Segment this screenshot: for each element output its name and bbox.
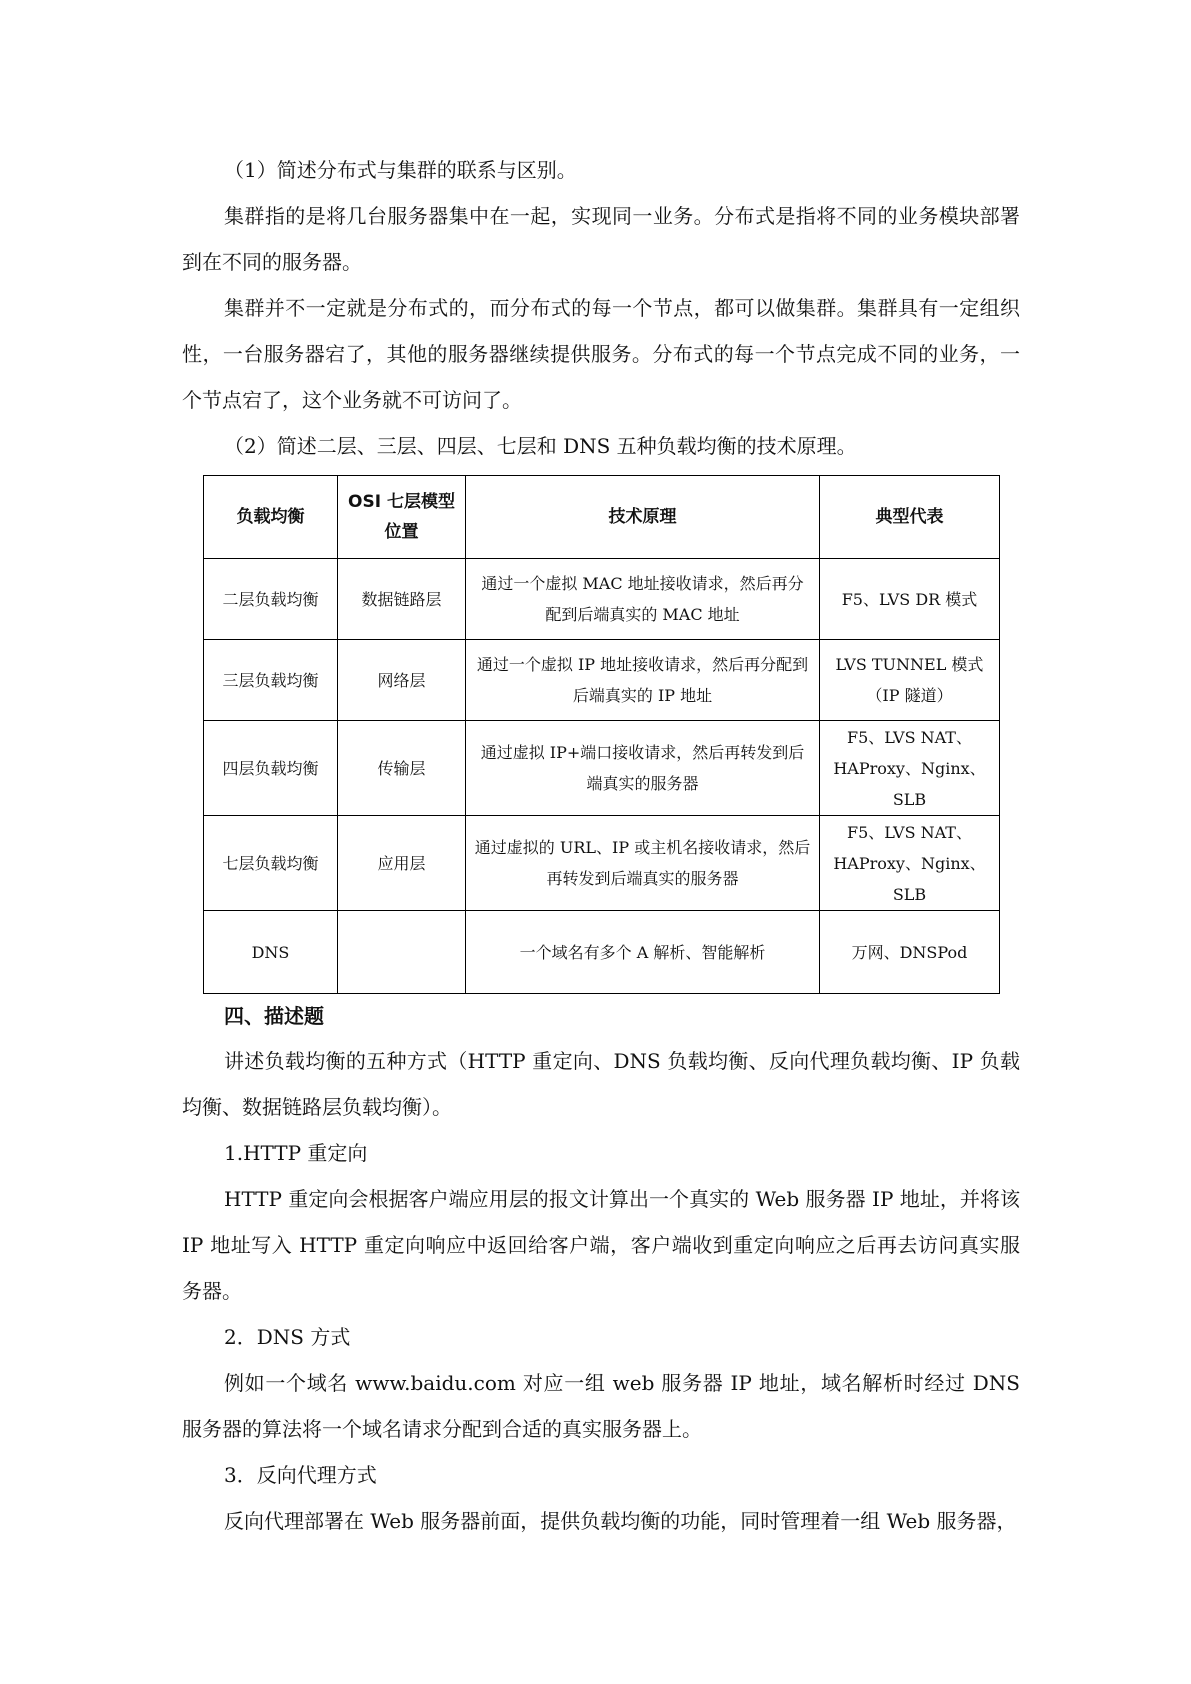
subheading-reverse-proxy: 3．反向代理方式 xyxy=(224,1463,377,1487)
table-row xyxy=(204,640,1000,721)
cell-principle: 一个域名有多个 A 解析、智能解析 xyxy=(466,911,820,994)
paragraph-http-redirect: HTTP 重定向会根据客户端应用层的报文计算出一个真实的 Web 服务器 IP 地址，并将该 IP 地址写入 HTTP 重定向响应中返回给客户端，客户端收到重定向响应之后再去访问真实服务器。 xyxy=(182,1187,1020,1303)
cell-type: 二层负载均衡 xyxy=(204,559,338,640)
cell-representative: 万网、DNSPod xyxy=(820,911,1000,994)
cell-layer xyxy=(338,911,466,994)
cell-representative: F5、LVS NAT、HAProxy、Nginx、SLB xyxy=(820,721,1000,816)
header-load-balancing: 负载均衡 xyxy=(204,476,338,559)
cell-layer: 应用层 xyxy=(338,816,466,911)
table-row xyxy=(204,559,1000,640)
paragraph-dns: 例如一个域名 www.baidu.com 对应一组 web 服务器 IP 地址，域名解析时经过 DNS 服务器的算法将一个域名请求分配到合适的真实服务器上。 xyxy=(182,1371,1020,1441)
cell-principle: 通过一个虚拟 IP 地址接收请求，然后再分配到后端真实的 IP 地址 xyxy=(466,640,820,721)
question-1-paragraph-2: 集群并不一定就是分布式的，而分布式的每一个节点，都可以做集群。集群具有一定组织性，一台服务器宕了，其他的服务器继续提供服务。分布式的每一个节点完成不同的业务，一个节点宕了，这个业务就不可访问了。 xyxy=(182,296,1020,412)
cell-layer: 网络层 xyxy=(338,640,466,721)
table-row xyxy=(204,911,1000,994)
table-row xyxy=(204,721,1000,816)
header-principle: 技术原理 xyxy=(466,476,820,559)
section-4-intro: 讲述负载均衡的五种方式（HTTP 重定向、DNS 负载均衡、反向代理负载均衡、IP 负载均衡、数据链路层负载均衡）。 xyxy=(182,1049,1020,1119)
cell-principle: 通过虚拟的 URL、IP 或主机名接收请求，然后再转发到后端真实的服务器 xyxy=(466,816,820,911)
table-row xyxy=(204,816,1000,911)
header-representative: 典型代表 xyxy=(820,476,1000,559)
cell-type: 七层负载均衡 xyxy=(204,816,338,911)
subheading-http-redirect: 1.HTTP 重定向 xyxy=(224,1141,368,1165)
load-balancing-table xyxy=(203,475,1000,994)
cell-layer: 传输层 xyxy=(338,721,466,816)
section-4-heading: 四、描述题 xyxy=(224,1004,324,1028)
table-header-row xyxy=(204,476,1000,559)
header-osi-layer: OSI 七层模型位置 xyxy=(338,476,466,559)
question-1-title: （1）简述分布式与集群的联系与区别。 xyxy=(224,158,577,182)
cell-principle: 通过虚拟 IP+端口接收请求，然后再转发到后端真实的服务器 xyxy=(466,721,820,816)
cell-representative: LVS TUNNEL 模式（IP 隧道） xyxy=(820,640,1000,721)
paragraph-reverse-proxy: 反向代理部署在 Web 服务器前面，提供负载均衡的功能，同时管理着一组 Web 服务器， xyxy=(224,1509,1017,1533)
cell-principle: 通过一个虚拟 MAC 地址接收请求，然后再分配到后端真实的 MAC 地址 xyxy=(466,559,820,640)
subheading-dns: 2．DNS 方式 xyxy=(224,1325,351,1349)
cell-representative: F5、LVS NAT、HAProxy、Nginx、SLB xyxy=(820,816,1000,911)
cell-representative: F5、LVS DR 模式 xyxy=(820,559,1000,640)
question-2-title: （2）简述二层、三层、四层、七层和 DNS 五种负载均衡的技术原理。 xyxy=(224,434,857,458)
cell-type: 四层负载均衡 xyxy=(204,721,338,816)
question-1-paragraph-1: 集群指的是将几台服务器集中在一起，实现同一业务。分布式是指将不同的业务模块部署到在不同的服务器。 xyxy=(182,204,1020,274)
cell-type: 三层负载均衡 xyxy=(204,640,338,721)
cell-type: DNS xyxy=(204,911,338,994)
cell-layer: 数据链路层 xyxy=(338,559,466,640)
